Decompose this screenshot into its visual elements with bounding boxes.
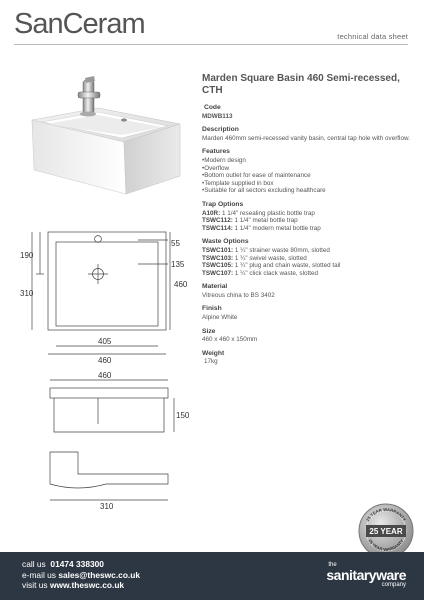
brand-the: the (328, 562, 337, 568)
trap-code: TSWC112: (202, 217, 233, 225)
email-label: e-mail us (22, 569, 56, 580)
email-link[interactable]: sales@theswc.co.uk (58, 569, 141, 580)
material-section (202, 283, 412, 299)
badge-mid-text: 25 YEAR (369, 527, 403, 536)
code-value: MDWB113 (202, 112, 233, 120)
waste-options-section (202, 238, 412, 277)
trap-text: 1 1/4" modern metal bottle trap (234, 224, 321, 232)
basin-photo (28, 72, 184, 206)
footer-brand-logo (326, 562, 406, 589)
trap-code: TSWC114: (202, 224, 233, 232)
trap-code: A10R: (202, 209, 221, 217)
features-section (202, 148, 412, 195)
description-section (202, 126, 412, 142)
plan-outline (48, 232, 166, 330)
feature-item: • Template supplied in box (202, 180, 412, 188)
dim-135: 135 (171, 260, 185, 269)
waste-text: 1 ¼" plug and chain waste, slotted tail (234, 262, 341, 270)
feature-item: • Modern design (202, 157, 412, 165)
dim-55: 55 (171, 239, 180, 248)
front-dim-460: 460 (98, 371, 112, 380)
code-section (202, 104, 412, 120)
website-link[interactable]: www.theswc.co.uk (49, 580, 125, 590)
dim-190: 190 (20, 251, 34, 260)
material-value: Vitreous china to BS 3402 (202, 291, 275, 299)
badge-bottom-text: 25 YEAR WARRANTY (367, 538, 405, 553)
header-divider (14, 44, 408, 45)
brand-logo: SanCeram (14, 8, 145, 40)
plan-inner (56, 242, 158, 326)
call-label: call us (22, 559, 46, 569)
waste-code: TSWC101: (202, 246, 234, 254)
dim-405: 405 (98, 337, 112, 346)
visit-label: visit us (22, 580, 48, 590)
front-bowl (54, 398, 164, 432)
side-outline (50, 452, 168, 488)
brand-name: sanitaryware (326, 567, 406, 583)
badge-top-text: 25 YEAR WARRANTY (364, 506, 408, 523)
trap-options-section (202, 201, 412, 232)
size-section (202, 328, 412, 344)
size-value: 460 x 460 x 150mm (202, 336, 258, 344)
trap-text: 1 1/4" resealing plastic bottle trap (221, 209, 315, 217)
weight-value: 17kg (204, 358, 218, 366)
dim-460-width: 460 (98, 356, 112, 365)
technical-drawings (18, 224, 198, 524)
description-heading: Description (202, 126, 239, 134)
waste-text: 1 ¼" strainer waste 80mm, slotted (234, 246, 330, 254)
waste-text: 1 ¼" click clack waste, slotted (234, 269, 318, 277)
front-outline (50, 388, 168, 398)
waste-code: TSWC103: (202, 254, 234, 262)
product-title: Marden Square Basin 460 Semi-recessed, CTH (202, 73, 400, 96)
waste-code: TSWC107: (202, 269, 234, 277)
side-dim-310: 310 (100, 502, 114, 511)
trap-text: 1 1/4" metal bottle trap (234, 217, 298, 225)
code-heading: Code (204, 104, 221, 111)
trap-options-heading: Trap Options (202, 200, 244, 208)
waste-options-heading: Waste Options (202, 238, 249, 246)
feature-item: • Suitable for all sectors excluding healthcare (202, 187, 412, 195)
waste-code: TSWC105: (202, 262, 234, 270)
waste-text: 1 ¼" swivel waste, slotted (234, 254, 307, 262)
dim-460-height: 460 (174, 280, 188, 289)
sheet-label: technical data sheet (337, 32, 408, 41)
weight-section (202, 350, 412, 366)
tap-hole (95, 236, 102, 243)
dim-310: 310 (20, 289, 34, 298)
footer (0, 552, 424, 600)
finish-value: Alpine White (202, 314, 238, 322)
features-heading: Features (202, 148, 230, 156)
feature-item: • Overflow (202, 165, 412, 173)
finish-section (202, 305, 412, 321)
material-heading: Material (202, 283, 228, 291)
finish-heading: Finish (202, 305, 222, 313)
weight-heading: Weight (202, 349, 225, 357)
phone-number[interactable]: 01474 338300 (50, 559, 104, 569)
feature-item: • Bottom outlet for ease of maintenance (202, 172, 412, 180)
brand-company: company (381, 582, 406, 588)
size-heading: Size (202, 327, 216, 335)
description-value: Marden 460mm semi-recessed vanity basin, central tap hole with overflow. (202, 134, 410, 142)
spec-column (202, 104, 412, 372)
front-dim-150: 150 (176, 411, 190, 420)
